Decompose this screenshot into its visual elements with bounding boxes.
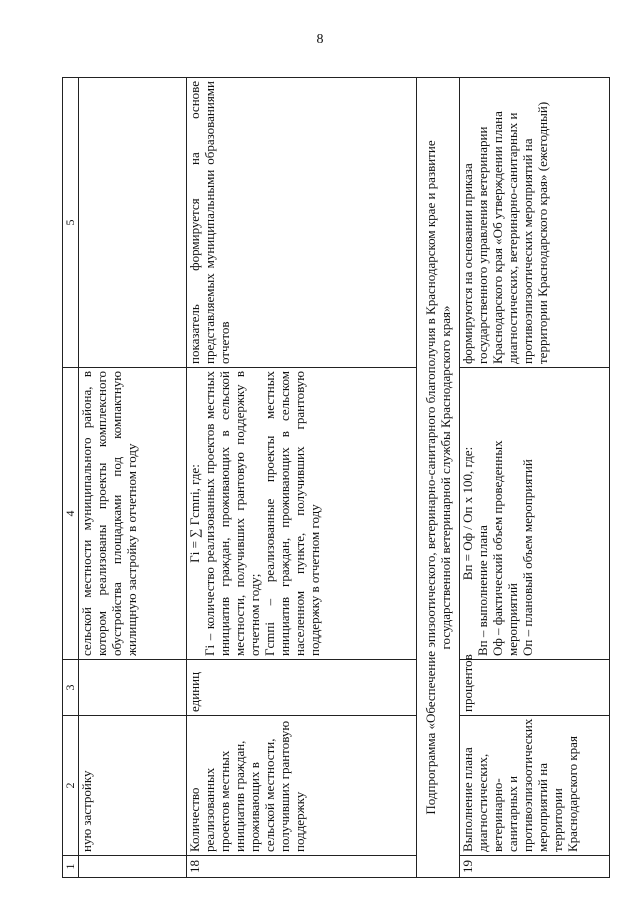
table-header-row <box>63 78 79 878</box>
indicators-table <box>62 77 610 878</box>
row-19-def-2: Оф – фактический объем проведенных мероприятий <box>490 440 520 656</box>
table-row-18 <box>187 78 417 878</box>
row-19-number: 19 <box>460 856 610 878</box>
row-18-source: показатель формируется на основе представляемых муниципальными образованиями отчетов <box>187 78 417 368</box>
rotated-table-frame <box>62 78 580 878</box>
subprogram-title: Подпрограмма «Обеспечение эпизоотического, ветеринарно-санитарного благополучия в Краснодарском крае и развитие государственной ветеринарной службы Краснодарского края» <box>417 78 460 878</box>
row-19-unit: процентов <box>460 660 610 716</box>
col-header-3: 3 <box>63 660 79 716</box>
continuation-indicator: ную застройку <box>79 716 187 856</box>
col-header-4: 4 <box>63 368 79 660</box>
row-18-def-2: Гсmпi – реализованные проекты местных инициатив граждан, проживающих в сельском населенном пункте, получивших грантовую поддержку в отчетном году <box>262 371 322 656</box>
col-header-5: 5 <box>63 78 79 368</box>
row-18-formula-cell <box>187 368 417 660</box>
col-header-1: 1 <box>63 856 79 878</box>
row-18-unit: единиц <box>187 660 417 716</box>
row-19-formula: Вп = Оф / Оп х 100, где: <box>460 446 475 581</box>
col-header-2: 2 <box>63 716 79 856</box>
row-18-indicator: Количество реализованных проектов местных инициатив граждан, проживающих в сельской местности, получивших грантовую поддержку <box>187 716 417 856</box>
table-row-continuation <box>79 78 187 878</box>
page-number: 8 <box>316 32 324 47</box>
row-19-indicator: Выполнение плана диагностических, ветеринарно-санитарных и противоэпизоотических мероприятий на территории Краснодарского края <box>460 716 610 856</box>
row-18-def-1: Гi – количество реализованных проектов местных инициатив граждан, проживающих в сельской местности, получивших грантовую поддержку в отчетном году; <box>202 371 262 656</box>
row-19-formula-cell <box>460 368 610 660</box>
row-19-def-3: Оп – плановый объем мероприятий <box>520 459 535 656</box>
row-19-source: формируются на основании приказа государственного управления ветеринарии Краснодарского края «Об утверждении плана диагностических, ветеринарно-санитарных и противоэпизоотических мероприятий на территории Краснодарского края» (ежегодный) <box>460 78 610 368</box>
table-row-19 <box>460 78 610 878</box>
continuation-formula: сельской местности муниципального района, в котором реализованы проекты комплексного обустройства площадками под компактную жилищную застройку в отчетном году <box>79 368 187 660</box>
row-18-formula: Гi = ∑ Гсmпi, где: <box>187 464 202 563</box>
row-18-number: 18 <box>187 856 417 878</box>
row-19-def-1: Вп – выполнение плана <box>475 525 490 656</box>
subprogram-row <box>417 78 460 878</box>
